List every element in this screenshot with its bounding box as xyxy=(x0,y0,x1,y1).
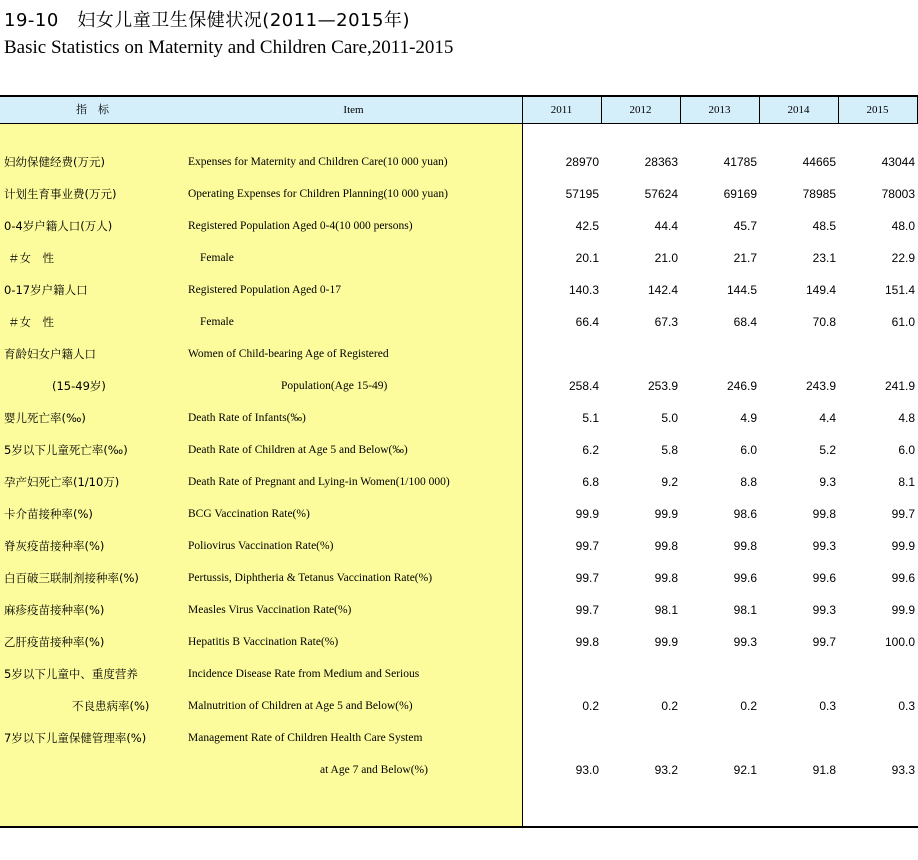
table-row xyxy=(0,440,918,460)
value-cell-2013: 99.6 xyxy=(733,571,757,585)
value-cell-2015: 48.0 xyxy=(891,219,915,233)
value-cell-2012: 28363 xyxy=(644,155,678,169)
value-cell-2013: 92.1 xyxy=(733,763,757,777)
value-cell-2014: 70.8 xyxy=(812,315,836,329)
header-year-2012: 2012 xyxy=(629,104,652,116)
row-label-chinese: 麻疹疫苗接种率(%) xyxy=(4,603,105,617)
row-label-chinese: 乙肝疫苗接种率(%) xyxy=(4,635,105,649)
value-cell-2012: 98.1 xyxy=(654,603,678,617)
value-cell-2011: 99.7 xyxy=(575,603,599,617)
row-label-english: Hepatitis B Vaccination Rate(%) xyxy=(188,636,339,648)
row-label-chinese: 计划生育事业费(万元) xyxy=(4,187,117,201)
value-cell-2013: 41785 xyxy=(723,155,757,169)
row-label-english: Management Rate of Children Health Care System xyxy=(188,732,423,744)
value-cell-2012: 57624 xyxy=(644,187,678,201)
row-label-english: Pertussis, Diphtheria & Tetanus Vaccination Rate(%) xyxy=(188,572,433,584)
value-cell-2014: 23.1 xyxy=(812,251,836,265)
value-cell-2011: 0.2 xyxy=(582,699,599,713)
row-label-english: Population(Age 15-49) xyxy=(281,380,388,392)
table-row xyxy=(0,248,918,268)
value-cell-2013: 98.1 xyxy=(733,603,757,617)
value-cell-2013: 69169 xyxy=(723,187,757,201)
value-cell-2014: 48.5 xyxy=(812,219,836,233)
value-cell-2011: 66.4 xyxy=(575,315,599,329)
table-row xyxy=(0,568,918,588)
table-row xyxy=(0,312,918,332)
value-cell-2013: 99.8 xyxy=(733,539,757,553)
value-cell-2015: 22.9 xyxy=(891,251,915,265)
table-row xyxy=(0,216,918,236)
header-year-2015: 2015 xyxy=(866,104,889,116)
value-cell-2012: 5.0 xyxy=(661,411,678,425)
value-cell-2015: 78003 xyxy=(881,187,915,201)
row-label-english: Death Rate of Pregnant and Lying-in Women(1/100 000) xyxy=(188,476,450,488)
header-bottom-rule xyxy=(0,123,918,124)
value-cell-2014: 4.4 xyxy=(819,411,836,425)
value-cell-2011: 5.1 xyxy=(582,411,599,425)
value-cell-2012: 99.8 xyxy=(654,571,678,585)
table-row xyxy=(0,376,918,396)
table-row xyxy=(0,472,918,492)
table-title-chinese: 19-10 妇女儿童卫生保健状况(2011—2015年) xyxy=(4,10,410,31)
value-cell-2014: 99.8 xyxy=(812,507,836,521)
row-label-chinese: (15-49岁) xyxy=(52,379,106,393)
row-label-english: Women of Child-bearing Age of Registered xyxy=(188,348,389,360)
value-cell-2014: 0.3 xyxy=(819,699,836,713)
row-label-english: Poliovirus Vaccination Rate(%) xyxy=(188,540,334,552)
value-cell-2012: 99.8 xyxy=(654,539,678,553)
value-cell-2012: 99.9 xyxy=(654,635,678,649)
value-cell-2011: 99.9 xyxy=(575,507,599,521)
row-label-english: Incidence Disease Rate from Medium and Serious xyxy=(188,668,420,680)
statistics-table xyxy=(0,95,918,827)
value-cell-2014: 78985 xyxy=(802,187,836,201)
value-cell-2011: 6.2 xyxy=(582,443,599,457)
row-label-english: Registered Population Aged 0-4(10 000 persons) xyxy=(188,220,413,232)
table-row xyxy=(0,632,918,652)
value-cell-2014: 99.6 xyxy=(812,571,836,585)
value-cell-2013: 8.8 xyxy=(740,475,757,489)
value-cell-2011: 140.3 xyxy=(568,283,599,297)
value-cell-2012: 253.9 xyxy=(647,379,678,393)
value-cell-2015: 241.9 xyxy=(884,379,915,393)
table-row xyxy=(0,536,918,556)
value-cell-2014: 243.9 xyxy=(805,379,836,393)
row-label-english: Expenses for Maternity and Children Care(10 000 yuan) xyxy=(188,156,448,168)
value-cell-2014: 99.3 xyxy=(812,603,836,617)
value-cell-2012: 44.4 xyxy=(654,219,678,233)
table-row xyxy=(0,504,918,524)
row-label-english: Death Rate of Infants(‰) xyxy=(188,412,306,424)
row-label-chinese: 脊灰疫苗接种率(%) xyxy=(4,539,105,553)
value-cell-2013: 99.3 xyxy=(733,635,757,649)
value-cell-2015: 99.6 xyxy=(891,571,915,585)
table-title-english: Basic Statistics on Maternity and Children Care,2011-2015 xyxy=(4,37,454,58)
table-row xyxy=(0,696,918,716)
row-label-english: Operating Expenses for Children Planning(10 000 yuan) xyxy=(188,188,448,200)
table-row xyxy=(0,600,918,620)
table-row xyxy=(0,760,918,780)
label-divider xyxy=(522,97,523,826)
value-cell-2015: 93.3 xyxy=(891,763,915,777)
value-cell-2015: 8.1 xyxy=(898,475,915,489)
value-cell-2012: 5.8 xyxy=(661,443,678,457)
row-label-chinese: 5岁以下儿童中、重度营养 xyxy=(4,667,138,681)
table-row xyxy=(0,344,918,364)
value-cell-2013: 6.0 xyxy=(740,443,757,457)
row-label-chinese: 0-4岁户籍人口(万人) xyxy=(4,219,113,233)
value-cell-2013: 98.6 xyxy=(733,507,757,521)
value-cell-2014: 149.4 xyxy=(805,283,836,297)
value-cell-2012: 0.2 xyxy=(661,699,678,713)
value-cell-2015: 99.9 xyxy=(891,539,915,553)
value-cell-2011: 42.5 xyxy=(575,219,599,233)
value-cell-2012: 9.2 xyxy=(661,475,678,489)
value-cell-2015: 100.0 xyxy=(884,635,915,649)
value-cell-2014: 99.7 xyxy=(812,635,836,649)
row-label-chinese: 5岁以下儿童死亡率(‰) xyxy=(4,443,128,457)
row-label-chinese: 育龄妇女户籍人口 xyxy=(4,347,96,361)
row-label-english: BCG Vaccination Rate(%) xyxy=(188,508,310,520)
header-year-2014: 2014 xyxy=(787,104,810,116)
value-cell-2013: 21.7 xyxy=(733,251,757,265)
value-cell-2014: 44665 xyxy=(802,155,836,169)
value-cell-2011: 28970 xyxy=(565,155,599,169)
value-cell-2011: 99.7 xyxy=(575,571,599,585)
table-row xyxy=(0,152,918,172)
table-row xyxy=(0,728,918,748)
header-indicator: 指 标 xyxy=(76,103,109,116)
row-label-chinese: 孕产妇死亡率(1/10万) xyxy=(4,475,120,489)
value-cell-2011: 258.4 xyxy=(568,379,599,393)
value-cell-2011: 99.8 xyxy=(575,635,599,649)
row-label-english: Female xyxy=(200,252,234,264)
value-cell-2014: 9.3 xyxy=(819,475,836,489)
value-cell-2013: 0.2 xyxy=(740,699,757,713)
table-row xyxy=(0,408,918,428)
value-cell-2013: 45.7 xyxy=(733,219,757,233)
value-cell-2011: 6.8 xyxy=(582,475,599,489)
row-label-chinese: ＃女 性 xyxy=(8,251,54,265)
row-label-english: Measles Virus Vaccination Rate(%) xyxy=(188,604,352,616)
row-label-english: Death Rate of Children at Age 5 and Below(‰) xyxy=(188,444,408,456)
value-cell-2012: 99.9 xyxy=(654,507,678,521)
value-cell-2011: 99.7 xyxy=(575,539,599,553)
value-cell-2012: 67.3 xyxy=(654,315,678,329)
value-cell-2014: 99.3 xyxy=(812,539,836,553)
row-label-chinese: 0-17岁户籍人口 xyxy=(4,283,88,297)
row-label-chinese: 卡介苗接种率(%) xyxy=(4,507,93,521)
row-label-english: Female xyxy=(200,316,234,328)
row-label-chinese: ＃女 性 xyxy=(8,315,54,329)
table-row xyxy=(0,280,918,300)
value-cell-2013: 4.9 xyxy=(740,411,757,425)
header-year-2011: 2011 xyxy=(550,104,573,116)
row-label-chinese: 妇幼保健经费(万元) xyxy=(4,155,105,169)
value-cell-2013: 246.9 xyxy=(726,379,757,393)
value-cell-2011: 93.0 xyxy=(575,763,599,777)
value-cell-2011: 20.1 xyxy=(575,251,599,265)
value-cell-2015: 43044 xyxy=(881,155,915,169)
value-cell-2011: 57195 xyxy=(565,187,599,201)
row-label-english: Malnutrition of Children at Age 5 and Below(%) xyxy=(188,700,413,712)
value-cell-2015: 99.7 xyxy=(891,507,915,521)
value-cell-2012: 142.4 xyxy=(647,283,678,297)
row-label-english: at Age 7 and Below(%) xyxy=(320,764,428,776)
value-cell-2015: 99.9 xyxy=(891,603,915,617)
value-cell-2015: 4.8 xyxy=(898,411,915,425)
table-bottom-rule xyxy=(0,826,918,828)
row-label-chinese: 白百破三联制剂接种率(%) xyxy=(4,571,139,585)
value-cell-2015: 151.4 xyxy=(884,283,915,297)
row-label-chinese: 婴儿死亡率(‰) xyxy=(4,411,86,425)
row-label-chinese: 不良患病率(%) xyxy=(72,699,150,713)
value-cell-2012: 93.2 xyxy=(654,763,678,777)
value-cell-2012: 21.0 xyxy=(654,251,678,265)
value-cell-2015: 0.3 xyxy=(898,699,915,713)
value-cell-2015: 61.0 xyxy=(891,315,915,329)
row-label-chinese: 7岁以下儿童保健管理率(%) xyxy=(4,731,147,745)
value-cell-2015: 6.0 xyxy=(898,443,915,457)
value-cell-2013: 68.4 xyxy=(733,315,757,329)
table-row xyxy=(0,184,918,204)
value-cell-2014: 91.8 xyxy=(812,763,836,777)
row-label-english: Registered Population Aged 0-17 xyxy=(188,284,341,296)
header-item: Item xyxy=(343,104,364,116)
header-year-2013: 2013 xyxy=(708,104,731,116)
value-cell-2013: 144.5 xyxy=(726,283,757,297)
table-row xyxy=(0,664,918,684)
value-cell-2014: 5.2 xyxy=(819,443,836,457)
